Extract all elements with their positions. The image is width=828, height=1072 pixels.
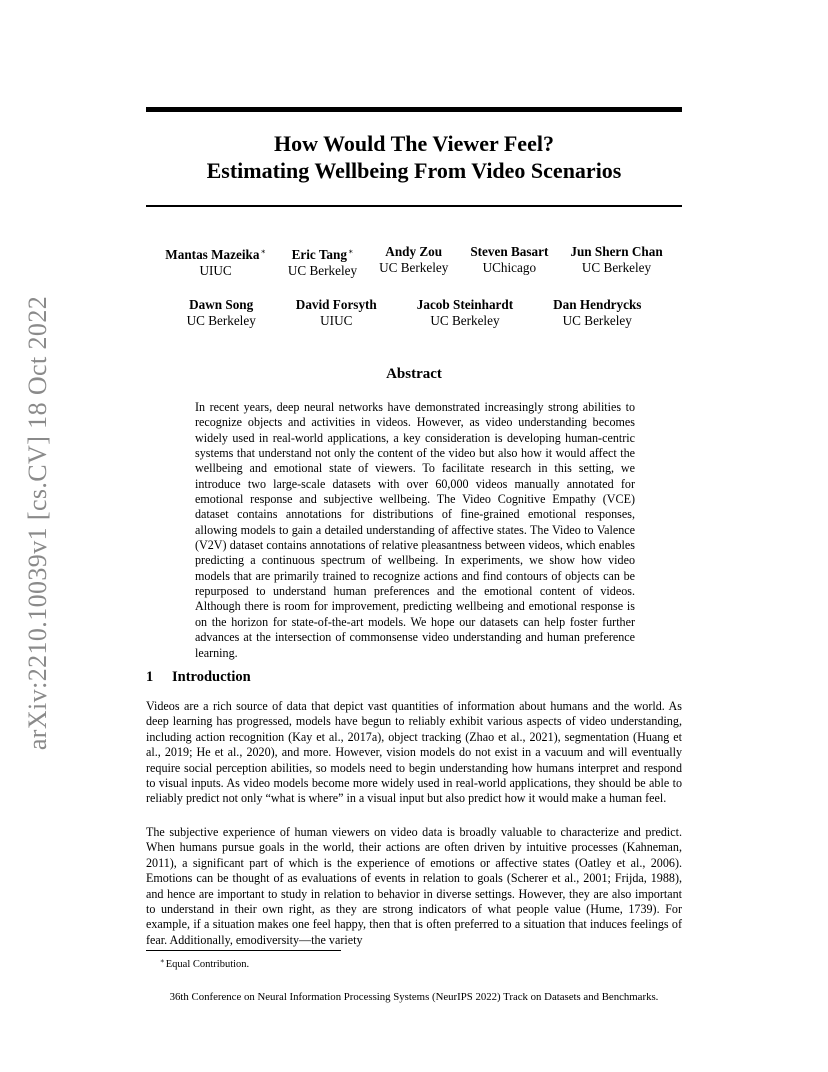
author-name: Eric Tang	[291, 247, 347, 262]
equal-contribution-mark: ∗	[347, 247, 354, 256]
author	[379, 244, 448, 279]
author	[553, 297, 641, 329]
equal-contribution-mark: ∗	[260, 247, 266, 256]
author	[288, 244, 357, 279]
section-title: Introduction	[172, 669, 251, 685]
author-affiliation: UC Berkeley	[430, 313, 500, 328]
author	[417, 297, 513, 329]
paragraph: Videos are a rich source of data that depict vast quantities of information about humans and the world. As deep learning has progressed, models have begun to reliably exhibit various aspects of video understanding, including action recognition (Kay et al., 2017a), object tracking (Zhao et al., 2021), segmentation (Huang et al., 2019; He et al., 2020), and more. However, vision models do not exist in a vacuum and will eventually require social perception abilities, so models need to begin understanding how humans interpret and respond to visual inputs. As video models become more widely used in real-world applications, they should be able to reliably predict not only “what is where” in a visual input but also predict how it would make a human feel.	[146, 699, 682, 806]
author-name: Jun Shern Chan	[570, 244, 663, 259]
title-bottom-rule	[146, 205, 682, 207]
arxiv-identifier	[20, 288, 56, 758]
paragraph: The subjective experience of human viewers on video data is broadly valuable to characterize and predict. When humans pursue goals in the world, their actions are often driven by intuitive processes (Kahneman, 2011), a significant part of which is the experience of emotions or affective states (Oatley et al., 2006). Emotions can be thought of as evaluations of events in relation to goals (Scherer et al., 2001; Frijda, 1988), and hence are important to study in relation to behavior in diverse settings. However, they are also important to understand in their own right, as they are strong indicators of what people value (Hume, 1739). For example, if a situation makes one feel happy, then that is often preferred to a situation that induces feelings of fear. Additionally, emodiversity—the variety	[146, 825, 682, 947]
author-name: Jacob Steinhardt	[416, 297, 514, 312]
section-number: 1	[146, 669, 154, 685]
author-name: Dan Hendrycks	[553, 297, 642, 312]
author	[187, 297, 256, 329]
author	[296, 297, 377, 329]
author-affiliation: UC Berkeley	[379, 260, 449, 275]
venue-footer: 36th Conference on Neural Information Processing Systems (NeurIPS 2022) Track on Datasets and Benchmarks.	[169, 991, 659, 1003]
author-name: Steven Basart	[470, 244, 549, 259]
author	[470, 244, 548, 279]
paper-title	[146, 130, 682, 184]
author-row-1	[146, 244, 682, 279]
arxiv-identifier-text: arXiv:2210.10039v1 [cs.CV] 18 Oct 2022	[23, 295, 53, 751]
footnote-rule	[146, 950, 341, 951]
title-line-1: How Would The Viewer Feel?	[274, 131, 554, 156]
title-top-rule	[146, 107, 682, 112]
title-line-2: Estimating Wellbeing From Video Scenarios	[206, 158, 622, 183]
author-affiliation: UIUC	[320, 313, 353, 328]
author-name: Andy Zou	[385, 244, 443, 259]
author	[165, 244, 266, 279]
footnote	[160, 954, 249, 972]
abstract-text: In recent years, deep neural networks have demonstrated increasingly strong abilities to recognize objects and activities in videos. However, as video understanding becomes widely used in real-world applications, a key consideration is developing human-centric systems that understand not only the content of the video but also how it would affect the wellbeing and emotional state of viewers. To facilitate research in this setting, we introduce two large-scale datasets with over 60,000 videos manually annotated for emotional response and subjective wellbeing. The Video Cognitive Empathy (VCE) dataset contains annotations for distributions of fine-grained emotional responses, allowing models to gain a detailed understanding of affective states. The Video to Valence (V2V) dataset contains annotations of relative pleasantness between videos, which enables predicting a continuous spectrum of wellbeing. In experiments, we show how video models that are primarily trained to recognize actions and find contours of objects can be repurposed to understand human preferences and the emotional content of videos. Although there is room for improvement, predicting wellbeing and emotional response is on the horizon for state-of-the-art models. We hope our datasets can help foster further advances at the intersection of commonsense video understanding and human preference learning.	[195, 400, 635, 660]
author	[570, 244, 662, 279]
footnote-text: Equal Contribution.	[165, 959, 250, 970]
author-affiliation: UC Berkeley	[287, 263, 358, 278]
author-affiliation: UC Berkeley	[581, 260, 652, 275]
author-affiliation: UIUC	[199, 263, 232, 278]
author-name: David Forsyth	[295, 297, 377, 312]
footnote-mark: ∗	[160, 957, 165, 965]
author-row-2	[146, 297, 682, 329]
section-heading	[146, 669, 251, 686]
author-name: Mantas Mazeika	[165, 247, 260, 262]
abstract-heading: Abstract	[386, 366, 442, 382]
author-affiliation: UC Berkeley	[186, 313, 256, 328]
author-affiliation: UChicago	[482, 260, 537, 275]
author-affiliation: UC Berkeley	[562, 313, 632, 328]
author-name: Dawn Song	[189, 297, 254, 312]
